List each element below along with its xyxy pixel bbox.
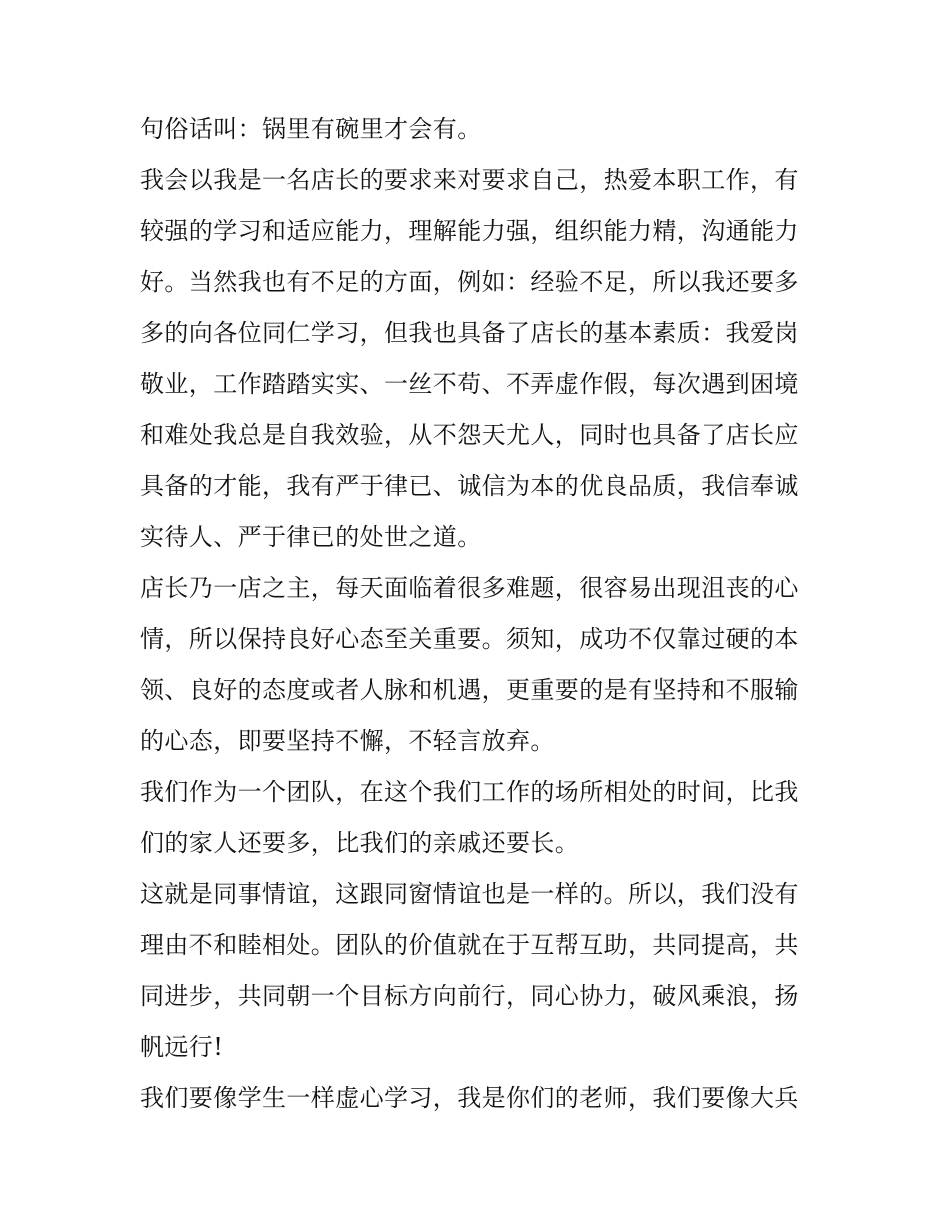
paragraph-3 [140, 563, 820, 767]
text-line: 句俗话叫：锅里有碗里才会有。 [140, 115, 482, 143]
text-line: 帆远行! [140, 1033, 224, 1061]
text-line: 和难处我总是自我效验，从不怨天尤人，同时也具备了店长应 [140, 421, 799, 449]
paragraph-1 [140, 104, 820, 155]
text-line: 们的家人还要多，比我们的亲戚还要长。 [140, 829, 580, 857]
text-line: 我们作为一个团队，在这个我们工作的场所相处的时间，比我 [140, 778, 799, 806]
text-line: 我会以我是一名店长的要求来对要求自己，热爱本职工作，有 [140, 166, 799, 194]
text-line: 情，所以保持良好心态至关重要。须知，成功不仅靠过硬的本 [140, 625, 799, 653]
paragraph-5 [140, 869, 820, 1073]
text-line: 较强的学习和适应能力，理解能力强，组织能力精，沟通能力 [140, 217, 799, 245]
text-line: 具备的才能，我有严于律已、诚信为本的优良品质，我信奉诚 [140, 472, 799, 500]
text-line: 这就是同事情谊，这跟同窗情谊也是一样的。所以，我们没有 [140, 880, 799, 908]
text-line: 理由不和睦相处。团队的价值就在于互帮互助，共同提高，共 [140, 931, 799, 959]
text-line: 多的向各位同仁学习，但我也具备了店长的基本素质：我爱岗 [140, 319, 799, 347]
text-line: 的心态，即要坚持不懈，不轻言放弃。 [140, 727, 555, 755]
text-line: 同进步，共同朝一个目标方向前行，同心协力，破风乘浪，扬 [140, 982, 799, 1010]
text-line: 我们要像学生一样虚心学习，我是你们的老师，我们要像大兵 [140, 1084, 799, 1112]
text-line: 敬业，工作踏踏实实、一丝不苟、不弄虚作假，每次遇到困境 [140, 370, 799, 398]
paragraph-6 [140, 1073, 820, 1124]
text-line: 店长乃一店之主，每天面临着很多难题，很容易出现沮丧的心 [140, 574, 799, 602]
paragraph-2 [140, 155, 820, 563]
paragraph-4 [140, 767, 820, 869]
text-line: 好。当然我也有不足的方面，例如：经验不足，所以我还要多 [140, 268, 799, 296]
text-line: 实待人、严于律已的处世之道。 [140, 523, 482, 551]
text-line: 领、良好的态度或者人脉和机遇，更重要的是有坚持和不服输 [140, 676, 799, 704]
